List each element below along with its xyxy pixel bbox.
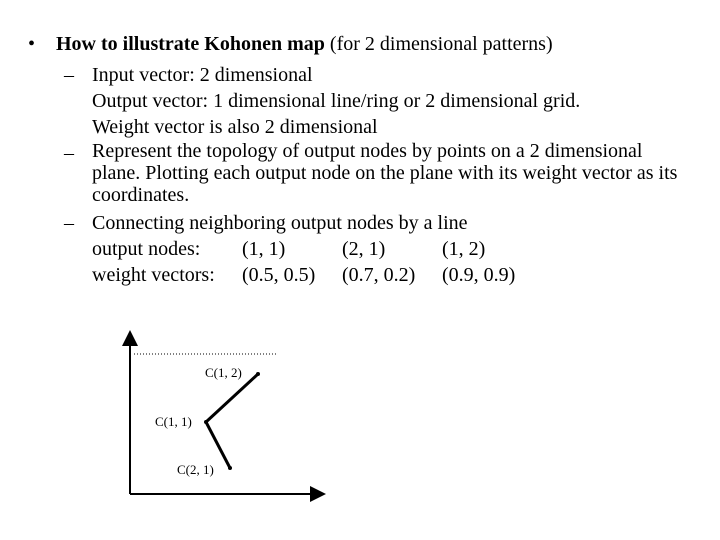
node-value: (1, 2) — [442, 238, 486, 260]
bullet-symbol: • — [28, 33, 36, 55]
output-nodes-label: output nodes: — [92, 238, 201, 260]
sub-line: Output vector: 1 dimensional line/ring or 2 dimensional grid. — [92, 90, 581, 112]
connection-line — [206, 374, 258, 422]
dash: – — [64, 212, 74, 234]
node-label-c21: C(2, 1) — [177, 462, 214, 477]
dash: – — [64, 142, 74, 164]
weight-vectors-label: weight vectors: — [92, 264, 215, 286]
weight-value: (0.9, 0.9) — [442, 264, 516, 286]
node-point — [256, 372, 260, 376]
bullet-title-rest: (for 2 dimensional patterns) — [324, 33, 553, 55]
weight-value: (0.7, 0.2) — [342, 264, 416, 286]
bullet-title-bold: How to illustrate Kohonen map — [56, 33, 325, 55]
sub-text: Represent the topology of output nodes by points on a 2 dimensional plane. Plotting each output node on the plane with its weight vector as its coordinates. — [92, 140, 678, 206]
sub-line: Connecting neighboring output nodes by a line — [92, 212, 468, 234]
sub-line: Weight vector is also 2 dimensional — [92, 116, 378, 138]
node-point — [228, 466, 232, 470]
node-label-c12: C(1, 2) — [205, 365, 242, 380]
node-value: (2, 1) — [342, 238, 386, 260]
node-point — [204, 420, 208, 424]
weight-value: (0.5, 0.5) — [242, 264, 316, 286]
node-label-c11: C(1, 1) — [155, 414, 192, 429]
node-value: (1, 1) — [242, 238, 286, 260]
dash: – — [64, 64, 74, 86]
sub-line: Input vector: 2 dimensional — [92, 64, 313, 86]
